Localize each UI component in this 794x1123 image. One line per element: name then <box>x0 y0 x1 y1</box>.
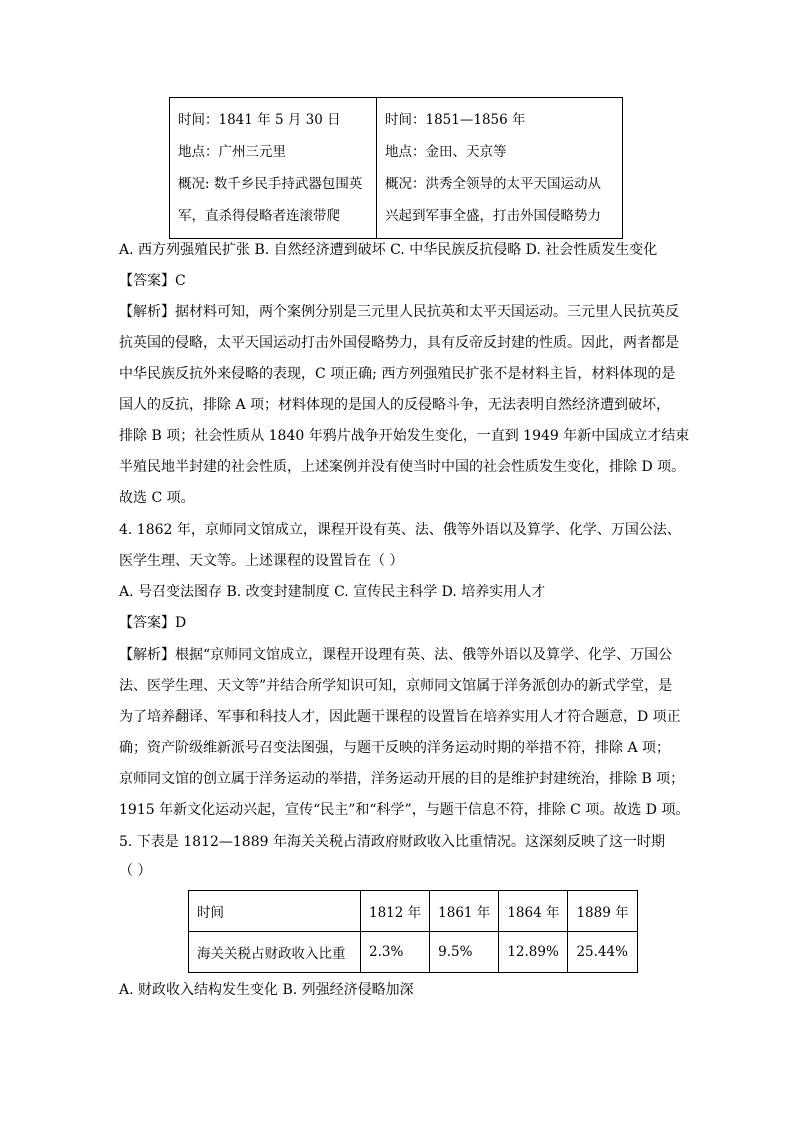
table-row <box>189 932 638 973</box>
q4-analysis-line: 【解析】根据“京师同文馆成立，课程开设理有英、法、俄等外语以及算学、化学、万国公 <box>119 647 673 663</box>
case1-place: 地点：广州三元里 <box>178 144 286 160</box>
table-cell: 12.89% <box>499 932 568 973</box>
case1-summary-line1: 概况: 数千乡民手持武器包围英 <box>178 176 363 192</box>
table-header-cell: 1861 年 <box>430 891 499 932</box>
case2-place: 地点：金田、天京等 <box>385 144 507 160</box>
case1-summary-line2: 军，直杀得侵略者连滚带爬 <box>178 208 340 224</box>
q4-options: A. 号召变法图存 B. 改变封建制度 C. 宣传民主科学 D. 培养实用人才 <box>119 584 546 600</box>
q4-analysis-line: 法、医学生理、天文等”并结合所学知识可知，京师同文馆属于洋务派创办的新式学堂，是 <box>119 678 673 694</box>
table-row <box>189 891 638 932</box>
q3-analysis-line: 故选 C 项。 <box>119 490 195 506</box>
q3-analysis-line: 中华民族反抗外来侵略的表现，C 项正确; 西方列强殖民扩张不是材料主旨，材料体现的是 <box>119 366 676 382</box>
comparison-table <box>169 97 623 239</box>
table-cell: 海关关税占财政收入比重 <box>189 932 361 973</box>
q4-answer: 【答案】D <box>119 615 187 631</box>
q5-stem-line: 5. 下表是 1812—1889 年海关关税占清政府财政收入比重情况。这深刻反映了这一时期 <box>119 834 665 850</box>
table-header-cell: 1864 年 <box>499 891 568 932</box>
q3-answer: 【答案】C <box>119 273 186 289</box>
q4-analysis-line: 京师同文馆的创立属于洋务运动的举措，洋务运动开展的目的是维护封建统治，排除 B 项； <box>119 771 685 787</box>
case-taiping-cell <box>377 98 623 239</box>
case2-time: 时间：1851—1856 年 <box>385 112 526 128</box>
q3-analysis-line: 国人的反抗，排除 A 项；材料体现的是国人的反侵略斗争，无法表明自然经济遭到破坏， <box>119 397 671 413</box>
q4-analysis-line: 1915 年新文化运动兴起，宣传“民主”和“科学”，与题干信息不符，排除 C 项。故选 D 项。 <box>119 802 690 818</box>
case1-time: 时间：1841 年 5 月 30 日 <box>178 112 341 128</box>
table-cell: 25.44% <box>568 932 637 973</box>
table-header-cell: 1812 年 <box>361 891 430 932</box>
table-header-cell: 1889 年 <box>568 891 637 932</box>
q4-analysis-line: 为了培养翻译、军事和科技人才，因此题干课程的设置旨在培养实用人才符合题意，D 项正 <box>119 709 681 725</box>
case-sanyuanli-cell <box>170 98 377 239</box>
q3-analysis-line: 【解析】据材料可知，两个案例分别是三元里人民抗英和太平天国运动。三元里人民抗英反 <box>119 304 679 320</box>
q3-analysis-line: 抗英国的侵略，太平天国运动打击外国侵略势力，具有反帝反封建的性质。因此，两者都是 <box>119 335 679 351</box>
case2-summary-line1: 概况：洪秀全领导的太平天国运动从 <box>385 176 601 192</box>
q4-analysis-line: 确；资产阶级维新派号召变法图强，与题干反映的洋务运动时期的举措不符，排除 A 项； <box>119 740 671 756</box>
case2-summary-line2: 兴起到军事全盛，打击外国侵略势力 <box>385 208 601 224</box>
q3-analysis-line: 半殖民地半封建的社会性质，上述案例并没有使当时中国的社会性质发生变化，排除 D 项。 <box>119 459 686 475</box>
q3-options: A. 西方列强殖民扩张 B. 自然经济遭到破坏 C. 中华民族反抗侵略 D. 社会性质发生变化 <box>119 242 658 258</box>
tariff-table <box>188 890 638 973</box>
table-cell: 2.3% <box>361 932 430 973</box>
q5-stem-line: （ ） <box>119 863 152 879</box>
q4-stem-line: 4. 1862 年，京师同文馆成立，课程开设有英、法、俄等外语以及算学、化学、万国公法、 <box>119 522 681 538</box>
table-header-cell: 时间 <box>189 891 361 932</box>
q5-options: A. 财政收入结构发生变化 B. 列强经济侵略加深 <box>119 982 414 998</box>
table-cell: 9.5% <box>430 932 499 973</box>
q3-analysis-line: 排除 B 项；社会性质从 1840 年鸦片战争开始发生变化，一直到 1949 年新中国成立才结束 <box>119 428 690 444</box>
q4-stem-line: 医学生理、天文等。上述课程的设置旨在（ ） <box>119 553 404 569</box>
